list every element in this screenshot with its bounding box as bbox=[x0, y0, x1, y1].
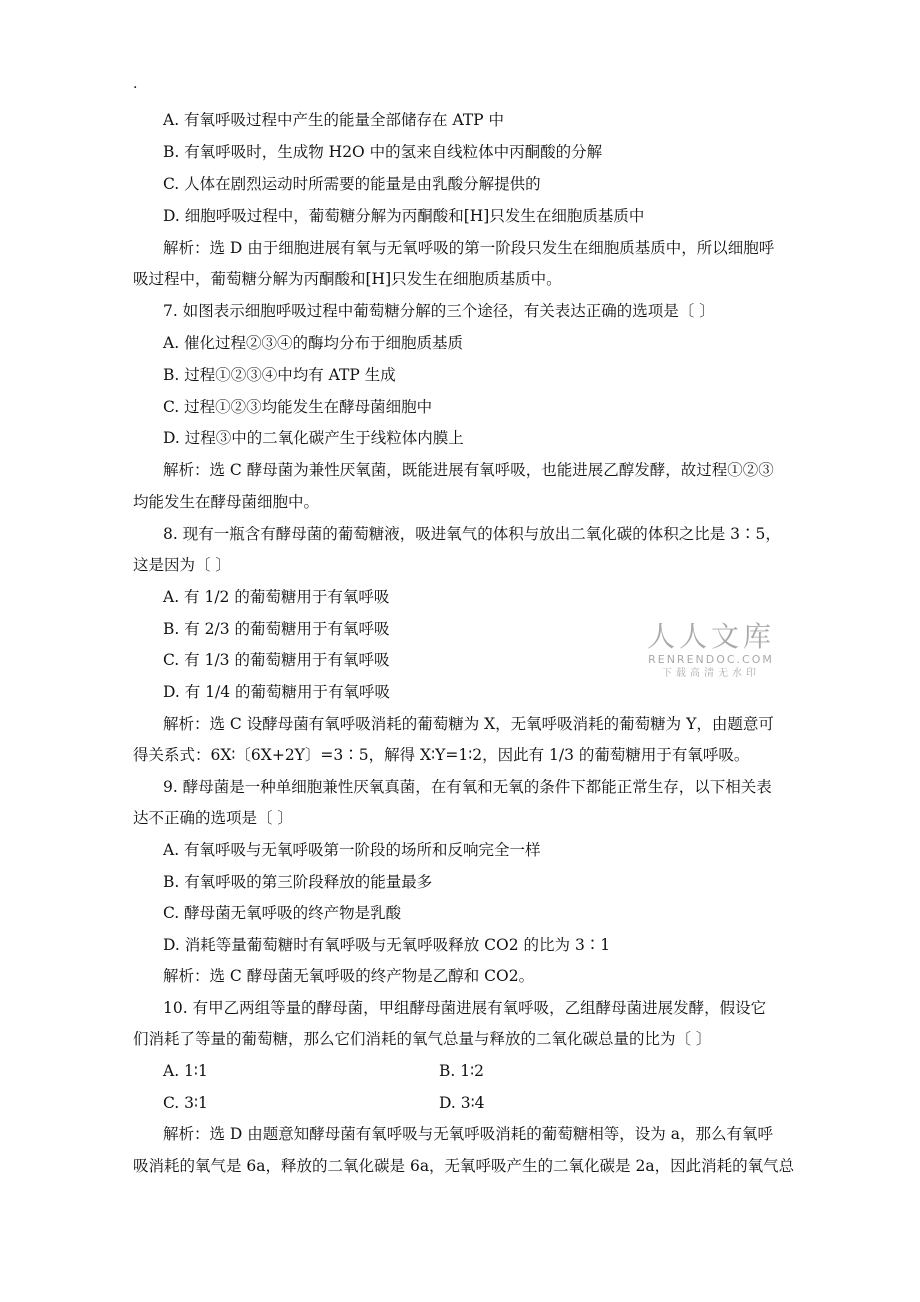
q10-analysis-line1: 解析：选 D 由题意知酵母菌有氧呼吸与无氧呼吸消耗的葡萄糖相等，设为 a，那么有氧呼 bbox=[163, 1125, 773, 1143]
q6-analysis-line1: 解析：选 D 由于细胞进展有氧与无氧呼吸的第一阶段只发生在细胞质基质中，所以细胞呼 bbox=[163, 239, 775, 257]
q10-analysis-line2: 吸消耗的氧气是 6a，释放的二氧化碳是 6a，无氧呼吸产生的二氧化碳是 2a，因此消耗的氧气总 bbox=[133, 1157, 795, 1175]
q6-option-c: C. 人体在剧烈运动时所需要的能量是由乳酸分解提供的 bbox=[163, 175, 541, 193]
q8-option-a: A. 有 1/2 的葡萄糖用于有氧呼吸 bbox=[163, 588, 390, 606]
q7-option-b: B. 过程①②③④中均有 ATP 生成 bbox=[163, 366, 396, 384]
q10-stem-line2: 们消耗了等量的葡萄糖，那么它们消耗的氧气总量与释放的二氧化碳总量的比为〔 〕 bbox=[133, 1030, 712, 1048]
q9-option-c: C. 酵母菌无氧呼吸的终产物是乳酸 bbox=[163, 904, 402, 922]
q8-option-c: C. 有 1/3 的葡萄糖用于有氧呼吸 bbox=[163, 651, 390, 669]
q7-analysis-line2: 均能发生在酵母菌细胞中。 bbox=[133, 493, 320, 511]
q9-stem-line2: 达不正确的选项是〔 〕 bbox=[133, 809, 293, 827]
q10-option-b: B. 1∶2 bbox=[439, 1062, 485, 1080]
q7-option-c: C. 过程①②③均能发生在酵母菌细胞中 bbox=[163, 398, 433, 416]
watermark-title: 人人文库 bbox=[646, 620, 775, 653]
q10-stem-line1: 10. 有甲乙两组等量的酵母菌，甲组酵母菌进展有氧呼吸，乙组酵母菌进展发酵，假设它 bbox=[163, 999, 767, 1017]
q6-option-d: D. 细胞呼吸过程中，葡萄糖分解为丙酮酸和[H]只发生在细胞质基质中 bbox=[163, 207, 645, 225]
q10-option-c: C. 3∶1 bbox=[163, 1094, 208, 1112]
q7-option-d: D. 过程③中的二氧化碳产生于线粒体内膜上 bbox=[163, 429, 464, 447]
q8-analysis-line2: 得关系式：6X∶〔6X+2Y〕=3∶5，解得 X∶Y=1∶2，因此有 1/3 的葡萄糖用于有氧呼吸。 bbox=[133, 746, 750, 764]
watermark-slogan: 下载高清无水印 bbox=[662, 668, 760, 679]
q8-analysis-line1: 解析：选 C 设酵母菌有氧呼吸消耗的葡萄糖为 X，无氧呼吸消耗的葡萄糖为 Y，由题意可 bbox=[163, 715, 774, 733]
q6-option-b: B. 有氧呼吸时，生成物 H2O 中的氢来自线粒体中丙酮酸的分解 bbox=[163, 143, 603, 161]
q10-option-a: A. 1∶1 bbox=[163, 1062, 208, 1080]
q8-stem-line2: 这是因为〔 〕 bbox=[133, 556, 231, 574]
q7-option-a: A. 催化过程②③④的酶均分布于细胞质基质 bbox=[163, 334, 464, 352]
q8-option-d: D. 有 1/4 的葡萄糖用于有氧呼吸 bbox=[163, 683, 391, 701]
q7-stem: 7. 如图表示细胞呼吸过程中葡萄糖分解的三个途径，有关表达正确的选项是〔 〕 bbox=[163, 302, 715, 320]
q9-option-a: A. 有氧呼吸与无氧呼吸第一阶段的场所和反响完全一样 bbox=[163, 841, 541, 859]
q8-option-b: B. 有 2/3 的葡萄糖用于有氧呼吸 bbox=[163, 620, 390, 638]
watermark-domain: RENRENDOC.COM bbox=[648, 653, 774, 666]
q7-analysis-line1: 解析：选 C 酵母菌为兼性厌氧菌，既能进展有氧呼吸，也能进展乙醇发酵，故过程①②③ bbox=[163, 461, 774, 479]
q10-option-d: D. 3∶4 bbox=[439, 1094, 485, 1112]
q9-stem-line1: 9. 酵母菌是一种单细胞兼性厌氧真菌，在有氧和无氧的条件下都能正常生存，以下相关表 bbox=[163, 778, 772, 796]
q6-analysis-line2: 吸过程中，葡萄糖分解为丙酮酸和[H]只发生在细胞质基质中。 bbox=[133, 270, 562, 288]
lead-dot: . bbox=[133, 76, 138, 92]
q6-option-a: A. 有氧呼吸过程中产生的能量全部储存在 ATP 中 bbox=[163, 111, 505, 129]
q9-option-d: D. 消耗等量葡萄糖时有氧呼吸与无氧呼吸释放 CO2 的比为 3∶1 bbox=[163, 936, 611, 954]
q9-analysis: 解析：选 C 酵母菌无氧呼吸的终产物是乙醇和 CO2。 bbox=[163, 967, 535, 985]
watermark-logo bbox=[646, 621, 776, 681]
q9-option-b: B. 有氧呼吸的第三阶段释放的能量最多 bbox=[163, 873, 433, 891]
q8-stem-line1: 8. 现有一瓶含有酵母菌的葡萄糖液，吸进氧气的体积与放出二氧化碳的体积之比是 3∶5， bbox=[163, 525, 781, 543]
